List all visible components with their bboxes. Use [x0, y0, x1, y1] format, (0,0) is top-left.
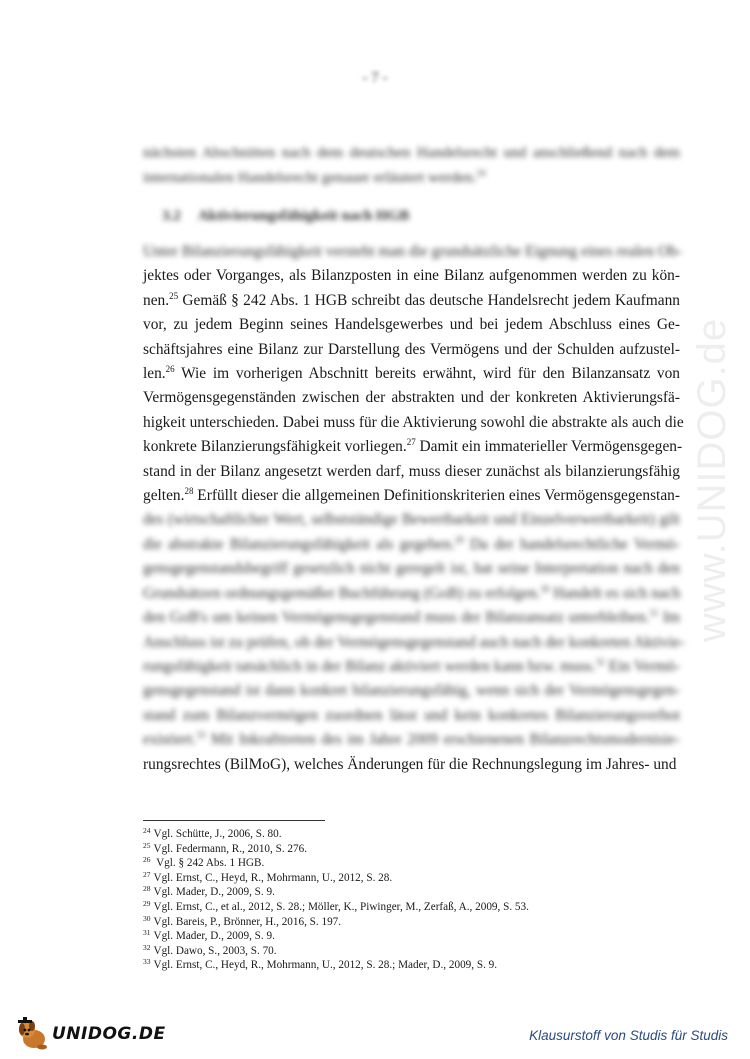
body-line: gelten.$^{28}$ Erfüllt dieser die allgemeinen Definitionskriterien eines Vermögensgegenstan-	[143, 486, 680, 505]
footnote-ref: 33	[196, 730, 206, 741]
footnote-ref: 29	[454, 534, 464, 545]
footnote-text: Vgl. Dawo, S., 2003, S. 70.	[153, 944, 277, 957]
section-title: Aktivierungsfähigkeit nach HGB	[197, 208, 410, 224]
footnote-ref: 27	[406, 437, 416, 448]
footnote	[143, 929, 683, 944]
footnote-number: 33	[143, 957, 151, 967]
intro-paragraph	[143, 140, 680, 190]
dog-icon	[14, 1017, 50, 1051]
body-line: Anschluss ist zu prüfen, ob der Vermögensgegenstand auch nach der konkreten Aktivie-	[143, 633, 685, 651]
body-line: konkrete Bilanzierungsfähigkeit vorliegen.$^{27}$ Damit ein immaterieller Vermögensgegen-	[143, 437, 683, 456]
section-heading	[162, 208, 409, 225]
footnote-text: Vgl. Mader, D., 2009, S. 9.	[153, 930, 275, 943]
footnote-number: 28	[143, 884, 151, 894]
footnote-ref: 28	[184, 486, 194, 497]
body-line: existiert.$^{33}$ Mit Inkrafttreten des im Jahre 2009 erschienenen Bilanzrechtsmodernisie-	[143, 730, 680, 749]
body-paragraph	[143, 240, 685, 777]
footnote	[143, 856, 683, 871]
body-line: stand zum Bilanzvermögen zuordnen lässt und kein konkretes Bilanzierungsverbot	[143, 706, 680, 724]
footnote-number: 32	[143, 942, 151, 952]
logo-text: UNIDOG.DE	[52, 1024, 166, 1044]
body-line: stand in der Bilanz angesetzt werden darf, muss dieser zunächst als bilanzierungsfähig	[143, 462, 680, 480]
footnote-number: 27	[143, 869, 151, 879]
footnote-ref: 32	[595, 656, 605, 667]
body-line: Unter Bilanzierungsfähigkeit versteht man die grundsätzliche Eignung eines realen Ob-	[143, 243, 682, 260]
footnote	[143, 842, 683, 857]
intro-line: nächsten Abschnitten nach dem deutschen Handelsrecht und anschließend nach dem	[143, 144, 680, 161]
footnote-text: Vgl. Schütte, J., 2006, S. 80.	[153, 828, 282, 840]
footnote-number: 31	[143, 928, 151, 938]
body-line: schäftsjahres eine Bilanz zur Darstellung des Vermögens und der Schulden aufzustel-	[143, 340, 680, 358]
footnote	[143, 827, 683, 842]
unidog-logo[interactable]	[14, 1016, 166, 1052]
footnote-ref: 26	[165, 364, 175, 375]
footnote	[143, 900, 683, 915]
body-line: gensgegenstandsbegriff gesetzlich nicht geregelt ist, hat seine Interpretation nach den	[143, 560, 680, 578]
body-line: rungsrechtes (BilMoG), welches Änderungen für die Rechnungslegung im Jahres- und	[143, 755, 677, 773]
footnote	[143, 958, 683, 973]
footnote-number: 29	[143, 898, 151, 908]
body-line: vor, zu jedem Beginn seines Handelsgewerbes und bei jedem Abschluss eines Ge-	[143, 316, 680, 334]
footnote	[143, 944, 683, 959]
body-line: Vermögensgegenständen zwischen der abstrakten und der konkreten Aktivierungsfä-	[143, 389, 680, 407]
footnote-ref: 30	[540, 583, 550, 594]
footnote-text: Vgl. Bareis, P., Brönner, H., 2016, S. 197.	[153, 915, 342, 928]
body-line: Grundsätzen ordnungsgemäßer Buchführung (GoB) zu erfolgen.$^{30}$ Handelt es sich nach	[143, 583, 681, 602]
footnote-ref: 25	[169, 290, 179, 301]
footnote-text: Vgl. Ernst, C., et al., 2012, S. 28.; Möller, K., Piwinger, M., Zerfaß, A., 2009, S. 53.	[153, 900, 529, 913]
footnotes	[143, 827, 683, 973]
page-number: - 7 -	[362, 70, 388, 86]
body-line: die abstrakte Bilanzierungsfähigkeit als gegeben.$^{29}$ Da der handelsrechtliche Vermö-	[143, 534, 680, 553]
body-line: len.$^{26}$ Wie im vorherigen Abschnitt bereits erwähnt, wird für den Bilanzansatz von	[143, 364, 680, 383]
footnote-text: Vgl. Mader, D., 2009, S. 9.	[153, 886, 275, 899]
intro-line: internationalen Handelsrecht genauer erläutert werden.$^{24}$	[143, 168, 486, 186]
body-line: nen.$^{25}$ Gemäß § 242 Abs. 1 HGB schreibt das deutsche Handelsrecht jedem Kaufmann	[143, 290, 680, 309]
body-line: des (wirtschaftlicher Wert, selbstständige Bewertbarkeit und Einzelverwertbarkeit) gilt	[143, 511, 680, 529]
body-line: den GoB's um keinen Vermögensgegenstand muss der Bilanzansatz unterbleiben.$^{31}$ Im	[143, 608, 680, 627]
footnote-text: Vgl. Ernst, C., Heyd, R., Mohrmann, U., 2012, S. 28.	[153, 871, 393, 884]
footnote-number: 26	[143, 855, 151, 865]
footnote-number: 30	[143, 913, 151, 923]
footnote	[143, 915, 683, 930]
footnote-number: 24	[143, 826, 151, 835]
body-line: rungsfähigkeit tatsächlich in der Bilanz aktiviert werden kann bzw. muss.$^{32}$ Ein Vermö-	[143, 656, 680, 675]
tagline: Klausurstoff von Studis für Studis	[529, 1028, 728, 1043]
footnote-ref: 24	[476, 168, 486, 178]
footnote-text: Vgl. Ernst, C., Heyd, R., Mohrmann, U., 2012, S. 28.; Mader, D., 2009, S. 9.	[153, 959, 498, 972]
body-line: jektes oder Vorganges, als Bilanzposten in eine Bilanz aufgenommen werden zu kön-	[143, 267, 680, 285]
footnote	[143, 885, 683, 900]
footnote-number: 25	[143, 840, 151, 850]
footnote-text: Vgl. § 242 Abs. 1 HGB.	[153, 857, 265, 870]
section-number: 3.2	[162, 208, 181, 224]
body-line: gensgegenstand ist dann konkret bilanzierungsfähig, wenn sich der Vermögensgegen-	[143, 682, 680, 700]
footnote-ref: 31	[649, 608, 659, 619]
watermark: www.UNIDOG.de	[690, 317, 734, 643]
footnote-text: Vgl. Federmann, R., 2010, S. 276.	[153, 842, 308, 855]
footnote	[143, 871, 683, 886]
footnote-divider	[143, 820, 325, 821]
body-line: higkeit unterschieden. Dabei muss für die Aktivierung sowohl die abstrakte als auch die	[143, 413, 684, 431]
